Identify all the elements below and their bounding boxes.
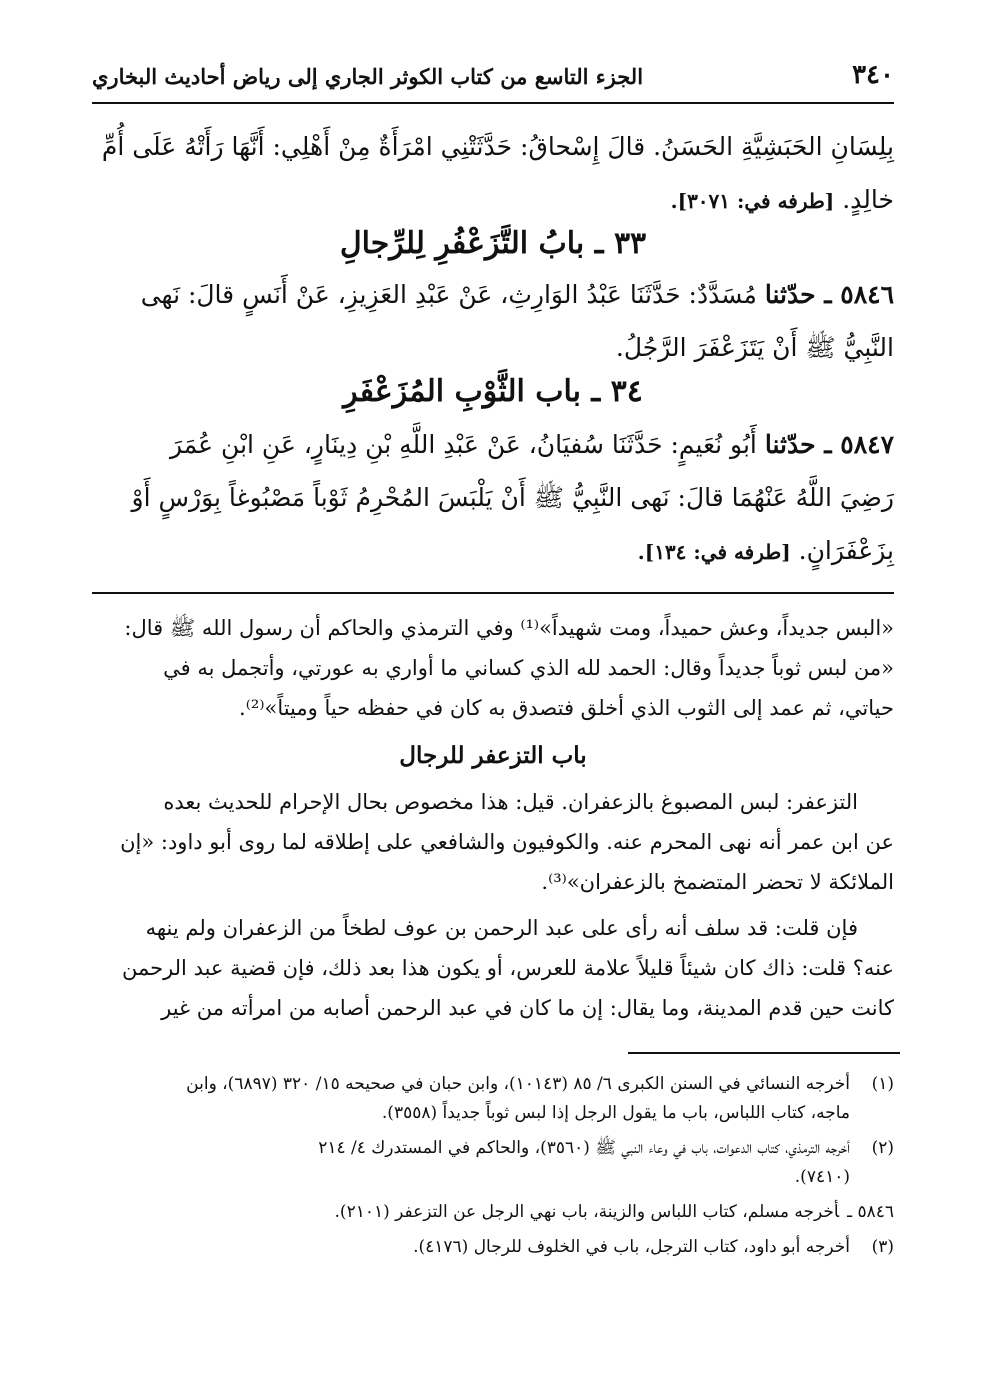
cross-reference: [طرفه في: ٣٠٧١]. (670, 189, 835, 213)
chapter-title: ٣٣ ـ بابُ التَّزَعْفُرِ لِلرِّجالِ (339, 226, 647, 261)
continuation-line: خالِدٍ. [طرفه في: ٣٠٧١]. (670, 185, 894, 214)
hadith-line: رَضِيَ اللَّهُ عَنْهُمَا قالَ: نَهى النَّبِيُّ ﷺ أَنْ يَلْبَسَ المُحْرِمُ ثَوْباً مَصْبُوغاً بِوَرْسٍ أَوْ (131, 483, 894, 512)
footnote-marker: (١) (871, 1074, 894, 1094)
footnotes (92, 1070, 894, 1262)
commentary-line: كانت حين قدم المدينة، وما يقال: إن ما كان في عبد الرحمن أصابه من امرأته من غير (161, 996, 894, 1020)
hadith-line: النَّبِيُّ ﷺ أَنْ يَتَزَعْفَرَ الرَّجُلُ. (615, 333, 894, 362)
cross-reference: [طرفه في: ١٣٤]. (637, 540, 791, 564)
running-title: الجزء التاسع من كتاب الكوثر الجاري إلى رياض أحاديث البخاري (92, 64, 644, 89)
hadith-line: ٥٨٤٦ ـ حدّثنا مُسَدَّدٌ: حَدَّثَنَا عَبْدُ الوَارِثِ، عَنْ عَبْدِ العَزِيزِ، عَنْ أَنَسٍ قالَ: نَهى (140, 280, 894, 309)
commentary-paragraph (92, 908, 894, 1028)
commentary-line: فإن قلت: قد سلف أنه رأى على عبد الرحمن بن عوف لطخاً من الزعفران ولم ينهه (145, 916, 858, 940)
page-header (92, 58, 894, 104)
commentary-paragraph (92, 782, 894, 902)
continuation-line: بِلِسَانِ الحَبَشِيَّةِ الحَسَنُ. قالَ إِسْحاقُ: حَدَّثَتْنِي امْرَأَةٌ مِنْ أَهْلِي: أَنَّهَا رَأَتْهُ عَلَى أُمِّ (101, 132, 894, 161)
commentary-line: «البس جديداً، وعش حميداً، ومت شهيداً»⁽¹⁾ وفي الترمذي والحاكم أن رسول الله ﷺ قال: (124, 616, 894, 640)
footnote: (٢)أخرجه الترمذي، كتاب الدعوات، باب في وعاء النبي ﷺ (٣٥٦٠)، والحاكم في المستدرك ٤/ ٢١٤ (٧٤١٠). (92, 1134, 894, 1192)
footnote: (٣)أخرجه أبو داود، كتاب الترجل، باب في الخلوف للرجال (٤١٧٦). (92, 1233, 894, 1262)
footnote-marker: ٥٨٤٦ ـ (847, 1202, 894, 1222)
footnote-divider (628, 1052, 900, 1054)
footnote-marker: (٢) (871, 1138, 894, 1158)
footnote: ٥٨٤٦ ـأخرجه مسلم، كتاب اللباس والزينة، باب نهي الرجل عن التزعفر (٢١٠١). (334, 1202, 894, 1222)
page-number: ٣٤٠ (852, 60, 894, 90)
commentary-line: عن ابن عمر أنه نهى المحرم عنه. والكوفيون والشافعي على إطلاقه لما روى أبو داود: «إن (120, 830, 894, 854)
hadith-number: ٥٨٤٦ ـ حدّثنا (764, 280, 894, 309)
commentary-line: «من لبس ثوباً جديداً وقال: الحمد لله الذي كساني ما أواري به عورتي، وأتجمل به في (163, 656, 894, 680)
footnote-marker: (٣) (871, 1237, 894, 1257)
commentary-line: التزعفر: لبس المصبوغ بالزعفران. قيل: هذا مخصوص بحال الإحرام للحديث بعده (163, 790, 858, 814)
commentary-line: عنه؟ قلت: ذاك كان شيئاً قليلاً علامة للعرس، أو يكون هذا بعد ذلك، فإن قضية عبد الرحمن (121, 956, 894, 980)
commentary-line: حياتي، ثم عمد إلى الثوب الذي أخلق فتصدق به كان في حفظه حياً وميتاً»⁽²⁾. (239, 696, 894, 720)
hadith-continuation (92, 120, 894, 228)
hadith-5847 (92, 418, 894, 579)
hadith-5846 (92, 268, 894, 374)
hadith-number: ٥٨٤٧ ـ حدّثنا (764, 430, 894, 459)
commentary-line: الملائكة لا تحضر المتضمخ بالزعفران»⁽³⁾. (541, 870, 894, 894)
commentary-heading: باب التزعفر للرجال (399, 742, 587, 769)
section-divider (92, 592, 894, 594)
hadith-line: ٥٨٤٧ ـ حدّثنا أَبُو نُعَيمٍ: حَدَّثَنَا سُفيَانُ، عَنْ عَبْدِ اللَّهِ بْنِ دِينَارٍ، عَنِ ابْنِ عُمَرَ (169, 430, 894, 459)
chapter-title: ٣٤ ـ باب الثَّوْبِ المُزَعْفَرِ (343, 374, 643, 409)
commentary-paragraph (92, 608, 894, 728)
hadith-line: بِزَعْفَرَانٍ. [طرفه في: ١٣٤]. (637, 536, 894, 565)
footnote: (١)أخرجه النسائي في السنن الكبرى ٦/ ٨٥ (١٠١٤٣)، وابن حبان في صحيحه ١٥/ ٣٢٠ (٦٨٩٧)، وابن ماجه، كتاب اللباس، باب ما يقول الرجل إذا لبس ثوباً جديداً (٣٥٥٨). (92, 1070, 894, 1128)
